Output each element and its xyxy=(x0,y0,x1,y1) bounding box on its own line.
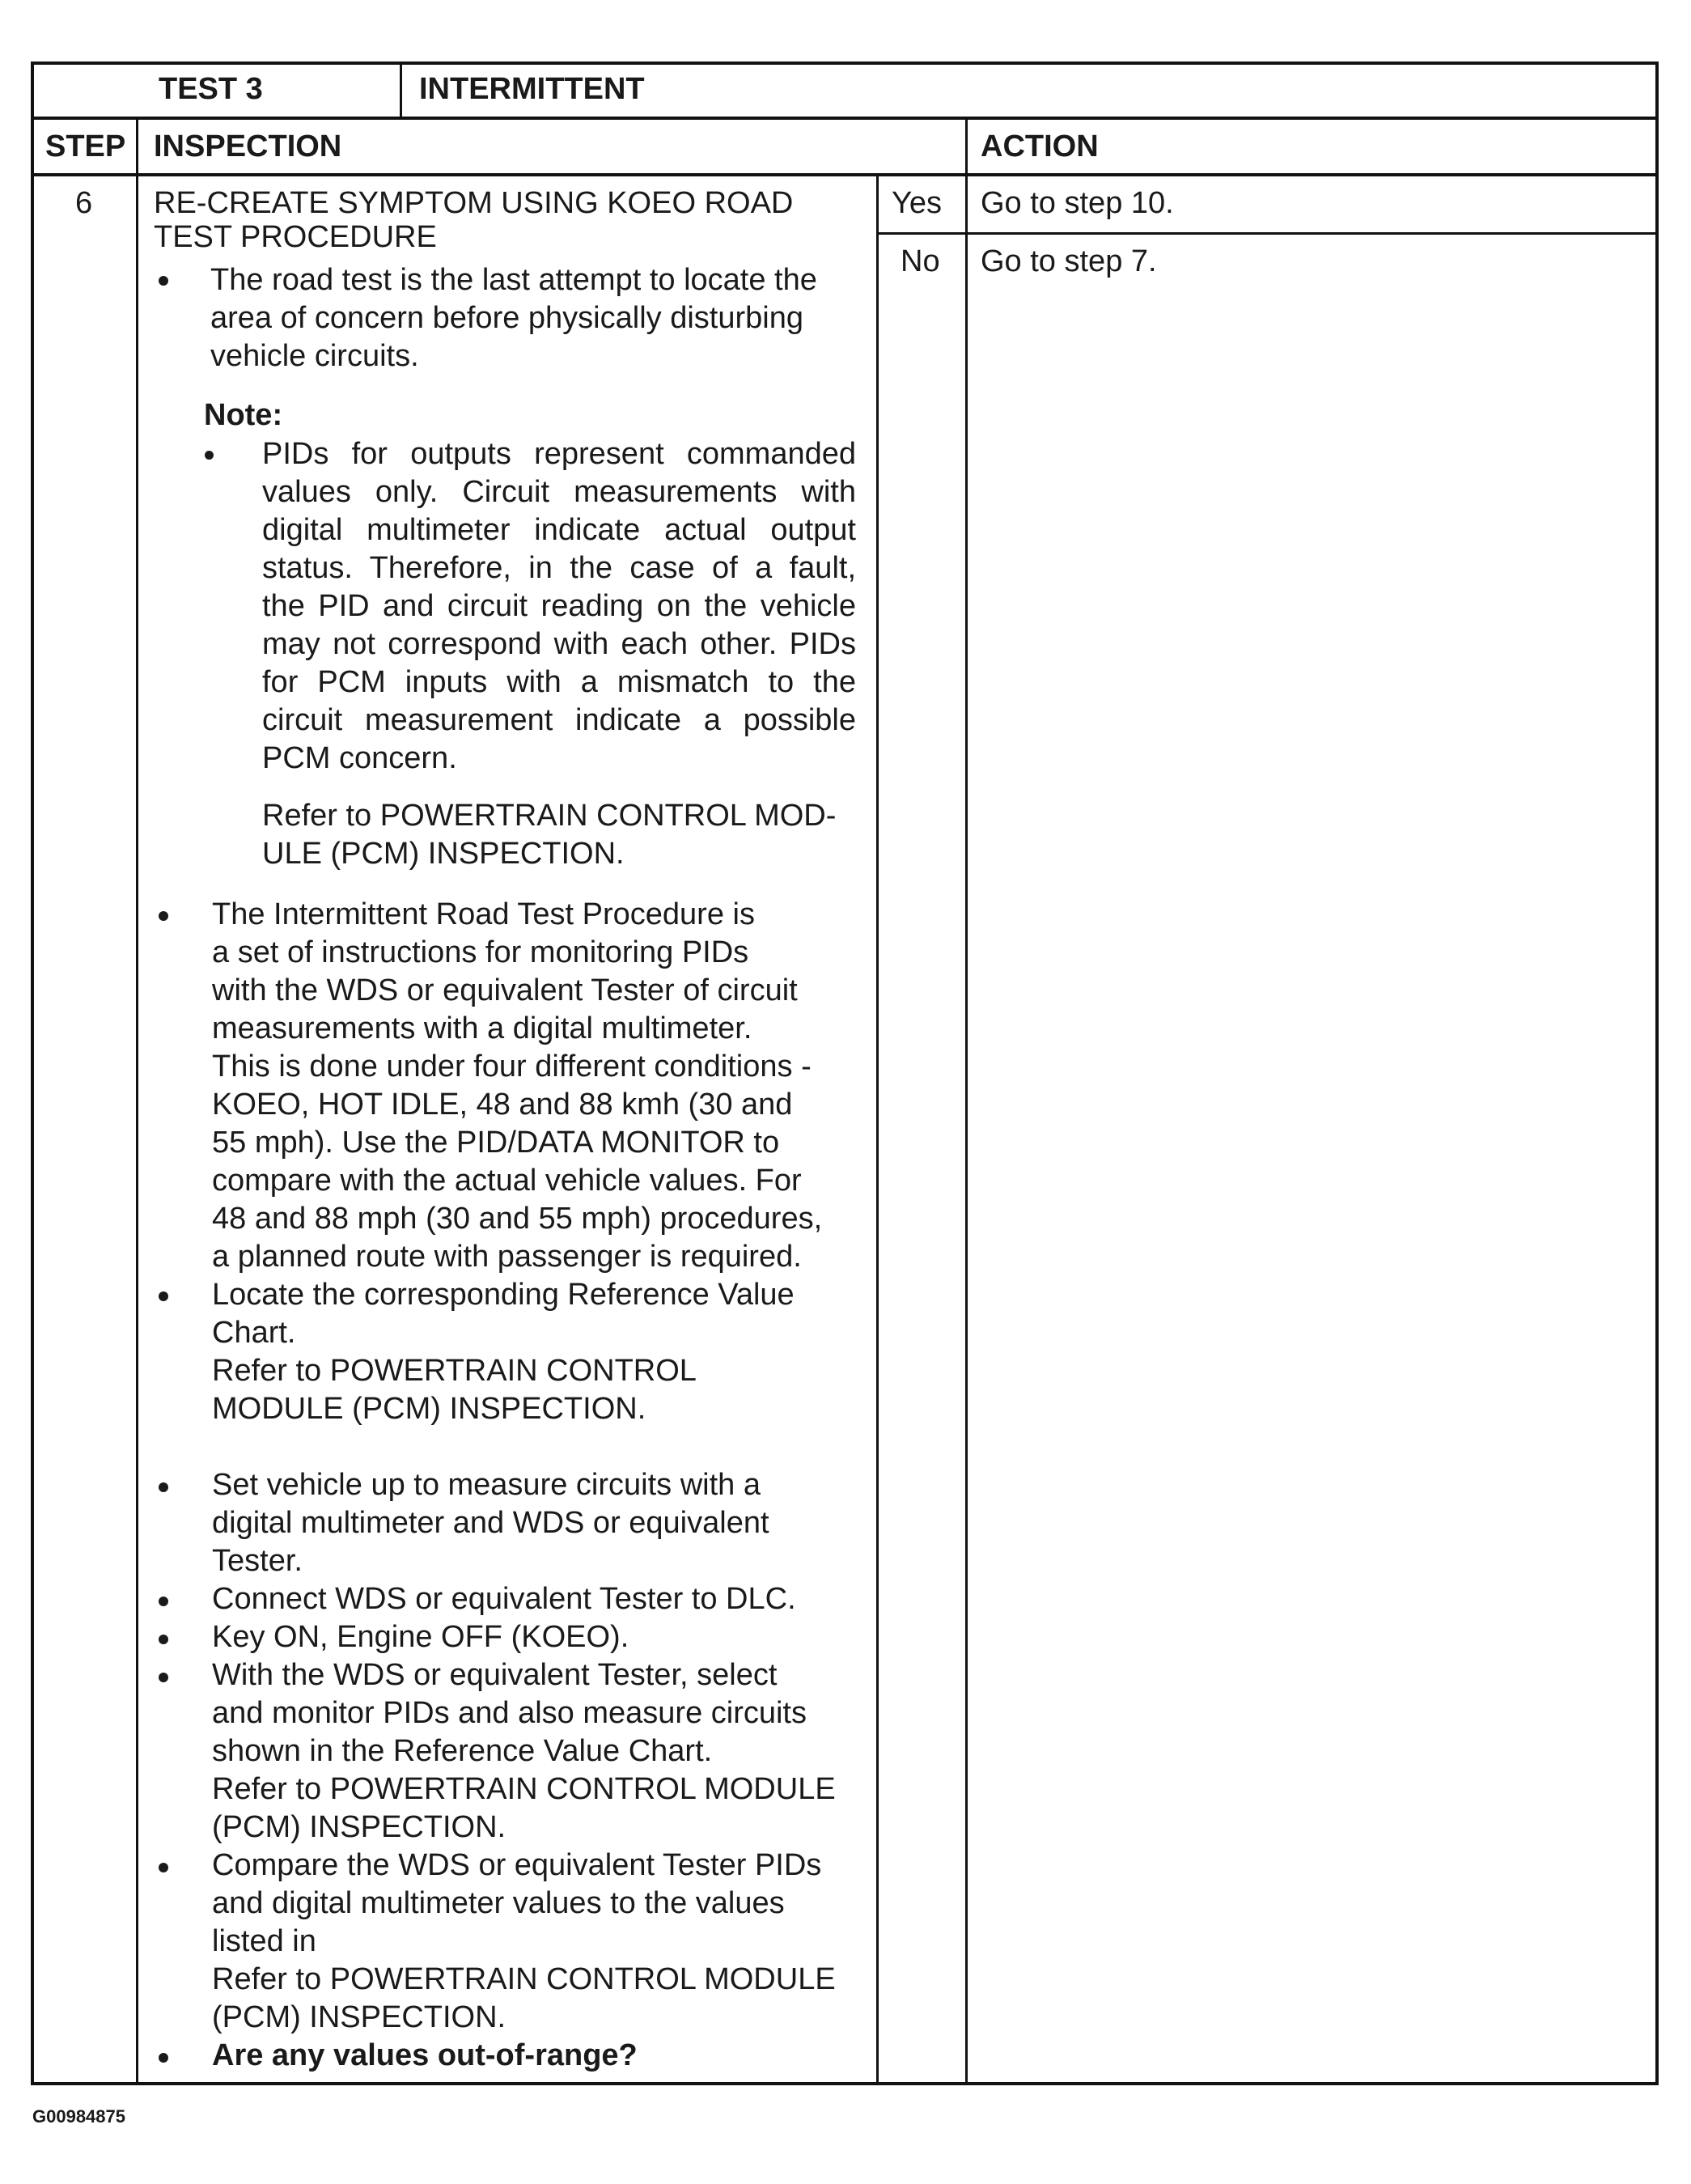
note-line: circuit measurement indicate a possible xyxy=(262,703,856,737)
bullet-compare-values xyxy=(212,1847,836,2037)
yes-action: Go to step 10. xyxy=(981,186,1174,220)
note-line: status. Therefore, in the case of a fault, xyxy=(262,551,856,585)
bullet-line: Refer to POWERTRAIN CONTROL MODULE xyxy=(212,1772,836,1806)
bullet-line: This is done under four different conditions - xyxy=(212,1050,812,1084)
bullet-line: Compare the WDS or equivalent Tester PIDs xyxy=(212,1848,822,1882)
bullet-line: measurements with a digital multimeter. xyxy=(212,1011,752,1045)
note-refer xyxy=(262,797,836,873)
no-answer: No xyxy=(901,244,940,278)
bullet-line: vehicle circuits. xyxy=(210,339,419,373)
bullet-dot xyxy=(159,1863,168,1872)
bullet-line: 55 mph). Use the PID/DATA MONITOR to xyxy=(212,1126,780,1160)
note-refer-line: ULE (PCM) INSPECTION. xyxy=(262,837,625,871)
bullet-connect-tester xyxy=(212,1580,796,1618)
step-title-line: RE-CREATE SYMPTOM USING KOEO ROAD xyxy=(154,186,794,220)
no-action: Go to step 7. xyxy=(981,244,1157,278)
bullet-line: Set vehicle up to measure circuits with a xyxy=(212,1468,761,1502)
bullet-road-test xyxy=(210,261,817,375)
test-label-divider xyxy=(400,61,402,118)
bullet-dot xyxy=(159,276,168,286)
bullet-dot xyxy=(159,2053,168,2063)
bullet-line: 48 and 88 mph (30 and 55 mph) procedures, xyxy=(212,1202,823,1236)
step-column-divider xyxy=(136,118,138,2085)
bullet-line: Chart. xyxy=(212,1316,296,1350)
note-line: the PID and circuit reading on the vehicle xyxy=(262,589,856,623)
bullet-intermittent-procedure xyxy=(212,896,822,1276)
bullet-line: digital multimeter and WDS or equivalent xyxy=(212,1506,769,1540)
bullet-dot xyxy=(159,1482,168,1492)
note-line: values only. Circuit measurements with xyxy=(262,475,856,509)
bullet-line: The Intermittent Road Test Procedure is xyxy=(212,897,755,931)
bullet-line: Are any values out-of-range? xyxy=(212,2038,638,2072)
bullet-line: listed in xyxy=(212,1924,316,1958)
bullet-line: Refer to POWERTRAIN CONTROL xyxy=(212,1354,697,1388)
bullet-line: (PCM) INSPECTION. xyxy=(212,2000,506,2034)
bullet-dot xyxy=(159,1635,168,1644)
bullet-line: and digital multimeter values to the values xyxy=(212,1886,785,1920)
inspection-column-header: INSPECTION xyxy=(154,129,342,163)
bullet-setup-vehicle xyxy=(212,1466,769,1580)
note-line: may not correspond with each other. PIDs xyxy=(262,627,856,661)
bullet-key-on xyxy=(212,1618,629,1656)
answer-column-left-divider xyxy=(876,175,879,2085)
test-title: INTERMITTENT xyxy=(419,72,645,106)
note-refer-line: Refer to POWERTRAIN CONTROL MOD- xyxy=(262,799,837,833)
bullet-dot xyxy=(205,451,214,460)
bullet-monitor-pids xyxy=(212,1656,836,1847)
bullet-line: MODULE (PCM) INSPECTION. xyxy=(212,1392,646,1426)
note-line: PIDs for outputs represent commanded xyxy=(262,437,856,471)
bullet-dot xyxy=(159,911,168,921)
bullet-line: compare with the actual vehicle values. For xyxy=(212,1164,802,1198)
bullet-line: a set of instructions for monitoring PIDs xyxy=(212,935,749,969)
bullet-out-of-range-question xyxy=(212,2037,638,2075)
bullet-line: Tester. xyxy=(212,1544,303,1578)
action-column-header: ACTION xyxy=(981,129,1099,163)
bullet-line: The road test is the last attempt to locate the xyxy=(210,263,817,297)
bullet-line: With the WDS or equivalent Tester, select xyxy=(212,1658,778,1692)
step-column-header: STEP xyxy=(45,129,126,163)
bullet-reference-chart xyxy=(212,1276,795,1428)
bullet-line: (PCM) INSPECTION. xyxy=(212,1810,506,1844)
bullet-line: Key ON, Engine OFF (KOEO). xyxy=(212,1620,629,1654)
column-header-divider xyxy=(31,173,1659,176)
step-title-line: TEST PROCEDURE xyxy=(154,220,437,254)
note-label: Note: xyxy=(204,398,283,432)
bullet-dot xyxy=(159,1673,168,1682)
bullet-line: Connect WDS or equivalent Tester to DLC. xyxy=(212,1582,796,1616)
bullet-dot xyxy=(159,1291,168,1301)
note-line: for PCM inputs with a mismatch to the xyxy=(262,665,856,699)
yes-answer: Yes xyxy=(892,186,942,220)
bullet-line: KOEO, HOT IDLE, 48 and 88 kmh (30 and xyxy=(212,1088,793,1122)
yes-no-divider xyxy=(876,232,1659,235)
step-number: 6 xyxy=(75,186,93,220)
note-text xyxy=(262,435,856,778)
action-column-divider xyxy=(965,118,968,2085)
test-label: TEST 3 xyxy=(159,72,263,106)
bullet-line: Locate the corresponding Reference Value xyxy=(212,1278,795,1312)
bullet-line: a planned route with passenger is required. xyxy=(212,1240,802,1274)
bullet-line: Refer to POWERTRAIN CONTROL MODULE xyxy=(212,1962,836,1996)
note-line: PCM concern. xyxy=(262,741,457,775)
note-line: digital multimeter indicate actual output xyxy=(262,513,856,547)
header-row-divider xyxy=(31,117,1659,120)
bullet-line: area of concern before physically disturbing xyxy=(210,301,803,335)
figure-id: G00984875 xyxy=(32,2106,125,2127)
bullet-line: with the WDS or equivalent Tester of circuit xyxy=(212,973,798,1007)
bullet-line: shown in the Reference Value Chart. xyxy=(212,1734,713,1768)
step-title xyxy=(154,184,793,257)
bullet-dot xyxy=(159,1597,168,1606)
bullet-line: and monitor PIDs and also measure circuits xyxy=(212,1696,807,1730)
